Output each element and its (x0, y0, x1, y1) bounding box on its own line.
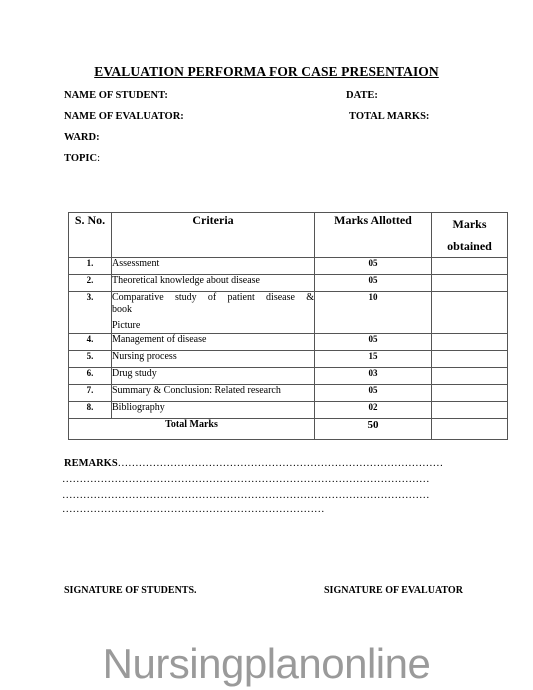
total-marks-row-value: 50 (315, 419, 432, 440)
row-sno: 6. (69, 368, 112, 385)
row-marks-obtained-cell[interactable] (432, 292, 508, 334)
evaluation-table (68, 212, 508, 440)
table-header-row (69, 213, 508, 258)
row-marks-obtained-cell[interactable] (432, 351, 508, 368)
total-row (69, 419, 508, 440)
row-criteria: Management of disease (112, 334, 315, 351)
header-marks-obtained-line2: obtained (447, 239, 492, 253)
remarks-label: REMARKS (64, 458, 118, 469)
row-criteria (112, 292, 315, 334)
row-criteria: Drug study (112, 368, 315, 385)
watermark: Nursingplanonline (102, 640, 431, 687)
table-row (69, 292, 508, 334)
remarks-dots-3: …………………………………………………………………………………………… (62, 490, 430, 501)
header-marks-allotted: Marks Allotted (315, 213, 432, 258)
table-row (69, 334, 508, 351)
row-marks-allotted: 03 (315, 368, 432, 385)
row-sno: 8. (69, 402, 112, 419)
topic-colon: : (97, 153, 100, 164)
table-row (69, 402, 508, 419)
evaluator-signature-label: SIGNATURE OF EVALUATOR (324, 585, 463, 596)
remarks-dots-2: …………………………………………………………………………………………… (62, 474, 430, 485)
table-row (69, 351, 508, 368)
header-marks-obtained-line1: Marks (452, 217, 487, 231)
row-sno: 1. (69, 258, 112, 275)
page-title: EVALUATION PERFORMA FOR CASE PRESENTAION (94, 64, 439, 79)
row-marks-obtained-cell[interactable] (432, 385, 508, 402)
header-criteria: Criteria (112, 213, 315, 258)
row-criteria: Summary & Conclusion: Related research (112, 385, 315, 402)
row-sno: 3. (69, 292, 112, 334)
table-row (69, 275, 508, 292)
topic-label-text: TOPIC (64, 153, 98, 164)
total-marks-label: TOTAL MARKS: (349, 111, 430, 122)
row-marks-allotted: 02 (315, 402, 432, 419)
remarks-dots-1: ………………………………………………………………………………… (117, 458, 444, 469)
row-criteria-line1: Comparative study of patient disease & (112, 292, 314, 303)
topic-label (64, 153, 100, 164)
date-label: DATE: (346, 90, 378, 101)
row-marks-obtained-cell[interactable] (432, 402, 508, 419)
header-marks-obtained (432, 213, 508, 258)
row-criteria-line3: Picture (112, 320, 141, 331)
remarks-line (64, 458, 443, 469)
table-row (69, 258, 508, 275)
student-signature-label: SIGNATURE OF STUDENTS. (64, 585, 197, 596)
row-marks-obtained-cell[interactable] (432, 275, 508, 292)
row-criteria: Theoretical knowledge about disease (112, 275, 315, 292)
row-sno: 7. (69, 385, 112, 402)
total-marks-row-label: Total Marks (69, 419, 315, 440)
table-row (69, 368, 508, 385)
row-marks-obtained-cell[interactable] (432, 258, 508, 275)
total-marks-obtained-cell[interactable] (432, 419, 508, 440)
row-marks-allotted: 05 (315, 334, 432, 351)
row-marks-allotted: 10 (315, 292, 432, 334)
row-marks-allotted: 05 (315, 385, 432, 402)
row-criteria: Nursing process (112, 351, 315, 368)
remarks-dots-4: ………………………………………………………………… (62, 504, 325, 515)
row-marks-allotted: 15 (315, 351, 432, 368)
table-row (69, 385, 508, 402)
row-sno: 5. (69, 351, 112, 368)
row-sno: 2. (69, 275, 112, 292)
evaluator-name-label: NAME OF EVALUATOR: (64, 111, 184, 122)
student-name-label: NAME OF STUDENT: (64, 90, 168, 101)
row-sno: 4. (69, 334, 112, 351)
row-criteria: Assessment (112, 258, 315, 275)
ward-label: WARD: (64, 132, 100, 143)
row-marks-allotted: 05 (315, 275, 432, 292)
row-criteria-line2: book (112, 304, 132, 315)
header-sno: S. No. (69, 213, 112, 258)
row-marks-obtained-cell[interactable] (432, 334, 508, 351)
row-criteria: Bibliography (112, 402, 315, 419)
row-marks-allotted: 05 (315, 258, 432, 275)
row-marks-obtained-cell[interactable] (432, 368, 508, 385)
